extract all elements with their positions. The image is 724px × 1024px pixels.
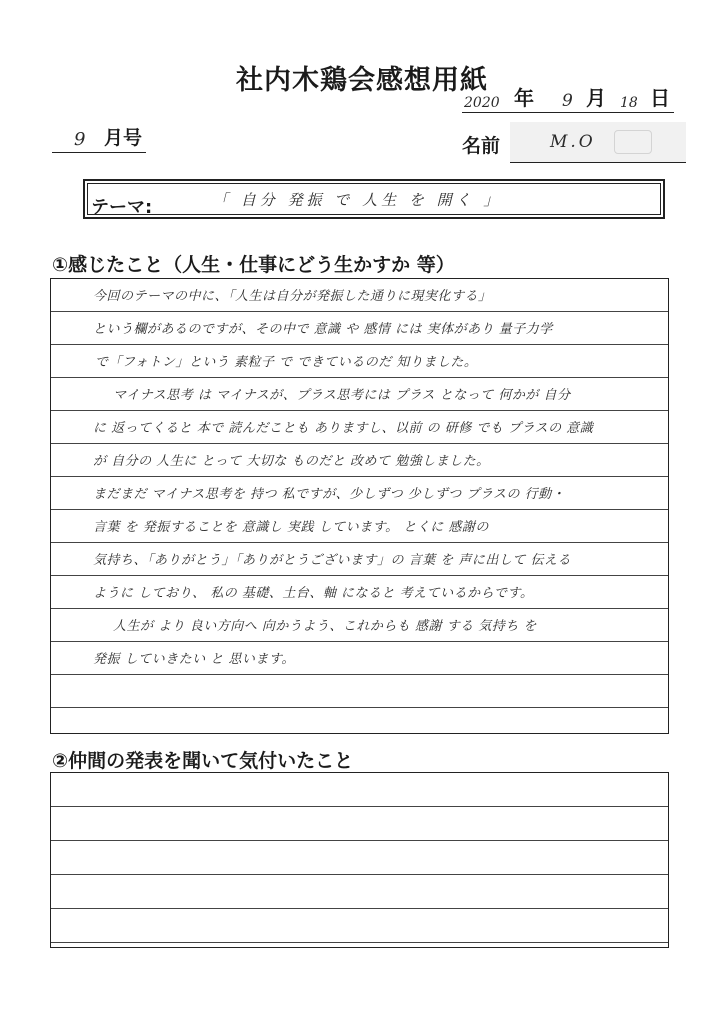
writing-line: という欄があるのですが、その中で 意識 や 感情 には 実体があり 量子力学 <box>51 312 668 345</box>
writing-line: 気持ち、「ありがとう」「ありがとうございます」の 言葉 を 声に出して 伝える <box>51 543 668 576</box>
issue-field <box>52 126 146 153</box>
writing-line: 今回のテーマの中に、「人生は自分が発振した通りに現実化する」 <box>51 279 668 312</box>
name-stamp <box>614 130 652 154</box>
section1-writing-area <box>50 278 669 734</box>
writing-line <box>51 841 668 875</box>
name-label: 名前 <box>462 135 501 157</box>
writing-line: で「フォトン」という 素粒子 で できているのだ 知りました。 <box>51 345 668 378</box>
date-field <box>462 88 674 113</box>
date-month-label: 月 <box>586 86 606 110</box>
date-year-label: 年 <box>514 86 534 110</box>
section2-writing-area <box>50 772 669 948</box>
writing-line <box>51 675 668 708</box>
section2-heading: ②仲間の発表を聞いて気付いたこと <box>52 750 354 772</box>
theme-box <box>83 179 665 219</box>
writing-line: ように しており、 私の 基礎、土台、軸 になると 考えているからです。 <box>51 576 668 609</box>
name-field <box>510 122 686 163</box>
writing-line <box>51 773 668 807</box>
date-day-label: 日 <box>650 86 670 110</box>
writing-line: マイナス思考 は マイナスが、プラス思考には プラス となって 何かが 自分 <box>51 378 668 411</box>
date-day: 18 <box>620 95 638 111</box>
name-value: M.O <box>550 132 596 152</box>
writing-line <box>51 807 668 841</box>
theme-label: テーマ: <box>91 197 153 218</box>
writing-line: が 自分の 人生に とって 大切な ものだと 改めて 勉強しました。 <box>51 444 668 477</box>
issue-number: 9 <box>74 129 86 150</box>
form-title: 社内木鶏会感想用紙 <box>236 65 488 96</box>
writing-line <box>51 909 668 943</box>
date-month: 9 <box>562 91 573 111</box>
writing-line <box>51 875 668 909</box>
issue-label: 月号 <box>104 127 143 149</box>
writing-line: 発振 していきたい と 思います。 <box>51 642 668 675</box>
writing-line: まだまだ マイナス思考を 持つ 私ですが、少しずつ 少しずつ プラスの 行動・ <box>51 477 668 510</box>
theme-value: 「 自分 発振 で 人生 を 開く 」 <box>213 191 503 209</box>
writing-line: に 返ってくると 本で 読んだことも ありますし、以前 の 研修 でも プラスの 意識 <box>51 411 668 444</box>
date-year: 2020 <box>464 95 500 111</box>
writing-line: 言葉 を 発振することを 意識し 実践 しています。 とくに 感謝の <box>51 510 668 543</box>
section1-heading: ①感じたこと（人生・仕事にどう生かすか 等） <box>52 254 455 276</box>
writing-line: 人生が より 良い方向へ 向かうよう、これからも 感謝 する 気持ち を <box>51 609 668 642</box>
